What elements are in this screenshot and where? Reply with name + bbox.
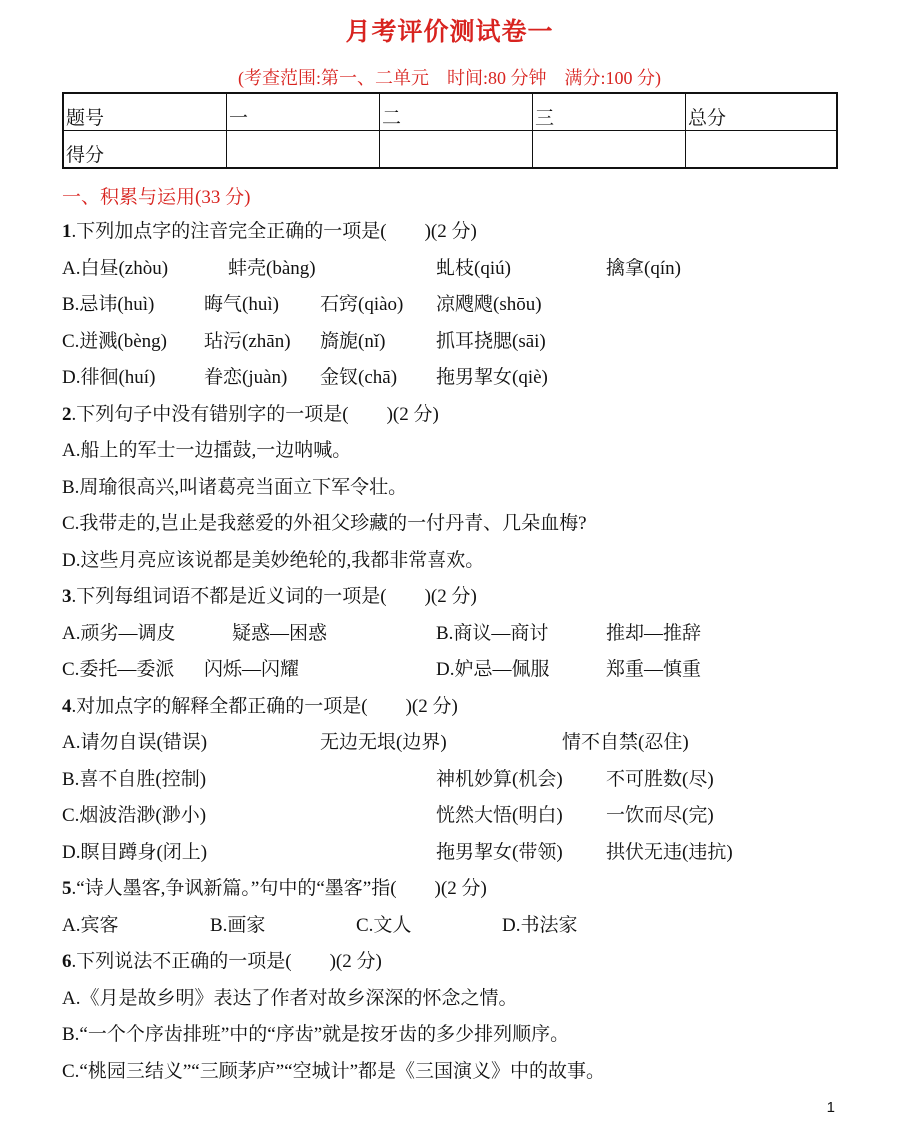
questions	[62, 214, 852, 1090]
option-item: 抓耳挠腮(sāi)	[436, 330, 546, 352]
question-number: 2	[62, 403, 72, 425]
option-item: D.书法家	[502, 914, 578, 936]
option-item: A.请勿自误(错误)	[62, 732, 208, 753]
option-item: B.忌讳(huì)	[62, 294, 155, 315]
option-item: 拖男挈女(qiè)	[436, 367, 548, 388]
score-cell-total: 总分	[686, 93, 838, 131]
option-item: 凉飕飕(shōu)	[436, 294, 542, 315]
option-item: A.顽劣—调皮	[62, 622, 176, 644]
option-row	[62, 908, 852, 945]
question-text: .下列每组词语不都是近义词的一项是( )(2 分)	[71, 586, 477, 607]
question-stem	[62, 944, 852, 981]
option-item: C.我带走的,岂止是我慈爱的外祖父珍藏的一付丹青、几朵血梅?	[62, 513, 587, 534]
question-stem	[62, 214, 852, 251]
question-number: 3	[62, 586, 72, 607]
question-number: 4	[62, 695, 72, 717]
option-item: D.徘徊(huí)	[62, 367, 156, 388]
option-row	[62, 652, 852, 689]
option-item: 郑重—慎重	[606, 659, 702, 680]
option-row	[62, 616, 852, 653]
option-item: 闪烁—闪耀	[204, 659, 300, 680]
question-text: .对加点字的解释全都正确的一项是( )(2 分)	[71, 695, 458, 717]
option-row	[62, 835, 852, 872]
score-input-total[interactable]	[686, 131, 838, 169]
score-cell-part2: 二	[380, 93, 533, 131]
score-input-part1[interactable]	[227, 131, 380, 169]
option-item: 无边无垠(边界)	[320, 732, 447, 753]
option-item: 玷污(zhān)	[204, 330, 291, 352]
option-item: 蚌壳(bàng)	[228, 257, 316, 279]
option-item: C.烟波浩渺(渺小)	[62, 805, 207, 826]
page-title: 月考评价测试卷一	[345, 19, 554, 46]
exam-scope-subtitle: (考查范围:第一、二单元 时间:80 分钟 满分:100 分)	[238, 68, 661, 88]
option-item: A.《月是故乡明》表达了作者对故乡深深的怀念之情。	[62, 987, 518, 1009]
option-row	[62, 251, 852, 288]
option-item: 晦气(huì)	[204, 294, 279, 315]
option-item: 神机妙算(机会)	[436, 768, 563, 790]
option-item: D.这些月亮应该说都是美妙绝轮的,我都非常喜欢。	[62, 549, 485, 571]
question-text: .下列加点字的注音完全正确的一项是( )(2 分)	[71, 221, 477, 242]
score-cell-label: 题号	[63, 93, 227, 131]
page-number: 1	[826, 1099, 835, 1116]
score-table-score-row	[63, 131, 837, 169]
option-item: 恍然大悟(明白)	[436, 805, 563, 826]
option-item: A.白昼(zhòu)	[62, 257, 169, 279]
option-item: B.商议—商讨	[436, 622, 549, 644]
option-row	[62, 798, 852, 835]
option-item: 疑惑—困惑	[232, 622, 328, 644]
question-number: 5	[62, 878, 72, 899]
option-item: B.画家	[210, 914, 266, 936]
question-stem	[62, 871, 852, 908]
question-text: .下列句子中没有错别字的一项是( )(2 分)	[71, 403, 439, 425]
question-number: 6	[62, 951, 72, 972]
score-cell-score-label: 得分	[63, 131, 227, 169]
option-item: 擒拿(qín)	[606, 257, 681, 279]
option-item: 不可胜数(尽)	[606, 768, 714, 790]
option-item: D.瞑目蹲身(闭上)	[62, 841, 208, 863]
score-table	[62, 92, 838, 169]
option-item: A.宾客	[62, 914, 119, 936]
option-row	[62, 725, 852, 762]
question-text: .“诗人墨客,争讽新篇。”句中的“墨客”指( )(2 分)	[71, 878, 487, 899]
question-stem	[62, 397, 852, 434]
score-cell-part1: 一	[227, 93, 380, 131]
score-input-part3[interactable]	[533, 131, 686, 169]
question-text: .下列说法不正确的一项是( )(2 分)	[71, 951, 382, 972]
question-stem	[62, 579, 852, 616]
option-row	[62, 360, 852, 397]
option-row	[62, 287, 852, 324]
option-item: C.委托—委派	[62, 659, 175, 680]
option-item: C.“桃园三结义”“三顾茅庐”“空城计”都是《三国演义》中的故事。	[62, 1060, 606, 1082]
question-number: 1	[62, 221, 72, 242]
option-item: 虬枝(qiú)	[436, 257, 511, 279]
score-input-part2[interactable]	[380, 131, 533, 169]
option-item: B.周瑜很高兴,叫诸葛亮当面立下军令壮。	[62, 476, 408, 498]
option-item: 一饮而尽(完)	[606, 805, 714, 826]
option-item: 拖男挈女(带领)	[436, 841, 563, 863]
option-item: B.“一个个序齿排班”中的“序齿”就是按牙齿的多少排列顺序。	[62, 1024, 570, 1045]
question-stem	[62, 689, 852, 726]
option-item: 情不自禁(忍住)	[562, 732, 689, 753]
option-item: 拱伏无违(违抗)	[606, 841, 733, 863]
option-item: 眷恋(juàn)	[204, 367, 288, 388]
option-item: B.喜不自胜(控制)	[62, 768, 207, 790]
option-row	[62, 324, 852, 361]
option-item: 金钗(chā)	[320, 367, 398, 388]
option-item: A.船上的军士一边擂鼓,一边呐喊。	[62, 440, 352, 461]
option-item: C.迸溅(bèng)	[62, 330, 168, 352]
option-item: C.文人	[356, 914, 412, 936]
option-item: 旖旎(nǐ)	[320, 330, 386, 352]
section-heading: 一、积累与运用(33 分)	[62, 187, 251, 208]
option-row	[62, 762, 852, 799]
option-item: 推却—推辞	[606, 622, 702, 644]
score-cell-part3: 三	[533, 93, 686, 131]
option-item: 石窍(qiào)	[320, 294, 404, 315]
option-item: D.妒忌—佩服	[436, 659, 550, 680]
score-table-header-row	[63, 93, 837, 131]
